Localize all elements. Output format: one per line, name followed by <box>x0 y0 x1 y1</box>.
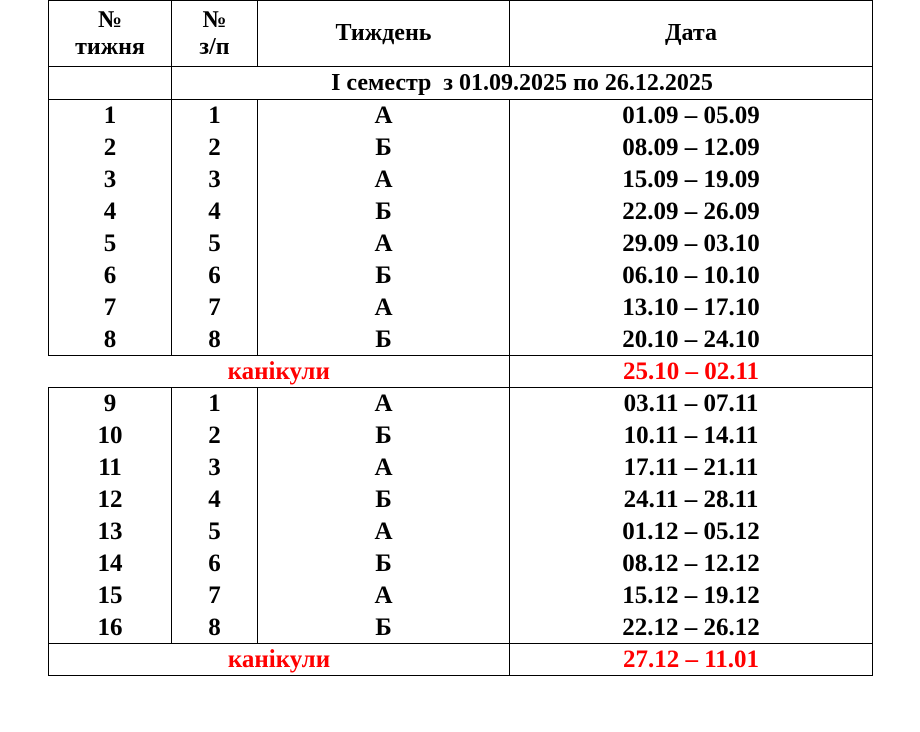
table-row <box>49 452 873 484</box>
seq-number-cell: 6 <box>172 260 258 292</box>
seq-number-cell: 5 <box>172 228 258 260</box>
week-number-cell: 15 <box>49 580 172 612</box>
seq-number-cell: 1 <box>172 100 258 132</box>
date-range-cell: 06.10 – 10.10 <box>510 260 873 292</box>
week-number-cell: 16 <box>49 612 172 644</box>
week-type-cell: Б <box>258 324 510 356</box>
table-row <box>49 292 873 324</box>
table-row <box>49 228 873 260</box>
week-type-cell: Б <box>258 484 510 516</box>
week-number-cell: 1 <box>49 100 172 132</box>
week-type-cell: Б <box>258 612 510 644</box>
week-number-cell: 4 <box>49 196 172 228</box>
table-row <box>49 132 873 164</box>
header-date: Дата <box>510 1 873 67</box>
date-range-cell: 22.09 – 26.09 <box>510 196 873 228</box>
table-row <box>49 548 873 580</box>
week-number-cell: 12 <box>49 484 172 516</box>
header-row <box>49 1 873 67</box>
date-range-cell: 01.09 – 05.09 <box>510 100 873 132</box>
table-row <box>49 100 873 132</box>
week-type-cell: А <box>258 452 510 484</box>
week-number-cell: 11 <box>49 452 172 484</box>
date-range-cell: 03.11 – 07.11 <box>510 388 873 420</box>
date-range-cell: 13.10 – 17.10 <box>510 292 873 324</box>
week-type-cell: Б <box>258 132 510 164</box>
date-range-cell: 01.12 – 05.12 <box>510 516 873 548</box>
week-type-cell: А <box>258 292 510 324</box>
seq-number-cell: 3 <box>172 452 258 484</box>
holiday-label: канікули <box>49 644 510 676</box>
week-number-cell: 5 <box>49 228 172 260</box>
week-number-cell: 3 <box>49 164 172 196</box>
holiday-date: 27.12 – 11.01 <box>510 644 873 676</box>
table-row <box>49 388 873 420</box>
week-type-cell: А <box>258 388 510 420</box>
semester-title: І семестр з 01.09.2025 по 26.12.2025 <box>172 67 873 100</box>
week-number-cell: 14 <box>49 548 172 580</box>
seq-number-cell: 3 <box>172 164 258 196</box>
seq-number-cell: 2 <box>172 132 258 164</box>
seq-number-cell: 6 <box>172 548 258 580</box>
date-range-cell: 15.12 – 19.12 <box>510 580 873 612</box>
table-row <box>49 516 873 548</box>
table-row <box>49 164 873 196</box>
table-row <box>49 612 873 644</box>
week-number-cell: 8 <box>49 324 172 356</box>
seq-number-cell: 7 <box>172 292 258 324</box>
week-type-cell: А <box>258 516 510 548</box>
seq-number-cell: 1 <box>172 388 258 420</box>
week-number-cell: 7 <box>49 292 172 324</box>
seq-number-cell: 4 <box>172 484 258 516</box>
schedule-body <box>49 1 873 676</box>
table-row <box>49 420 873 452</box>
semester-blank-cell <box>49 67 172 100</box>
week-number-cell: 6 <box>49 260 172 292</box>
seq-number-cell: 4 <box>172 196 258 228</box>
holiday-row <box>49 644 873 676</box>
week-type-cell: Б <box>258 548 510 580</box>
holiday-row <box>49 356 873 388</box>
date-range-cell: 17.11 – 21.11 <box>510 452 873 484</box>
holiday-date: 25.10 – 02.11 <box>510 356 873 388</box>
semester-row <box>49 67 873 100</box>
week-number-cell: 10 <box>49 420 172 452</box>
date-range-cell: 15.09 – 19.09 <box>510 164 873 196</box>
date-range-cell: 08.12 – 12.12 <box>510 548 873 580</box>
date-range-cell: 29.09 – 03.10 <box>510 228 873 260</box>
table-row <box>49 196 873 228</box>
week-type-cell: Б <box>258 420 510 452</box>
seq-number-cell: 8 <box>172 612 258 644</box>
holiday-label: канікули <box>49 356 510 388</box>
table-row <box>49 324 873 356</box>
week-type-cell: Б <box>258 260 510 292</box>
week-type-cell: Б <box>258 196 510 228</box>
table-row <box>49 580 873 612</box>
week-type-cell: А <box>258 228 510 260</box>
seq-number-cell: 7 <box>172 580 258 612</box>
date-range-cell: 20.10 – 24.10 <box>510 324 873 356</box>
week-type-cell: А <box>258 164 510 196</box>
semester-schedule-table <box>48 0 873 676</box>
date-range-cell: 22.12 – 26.12 <box>510 612 873 644</box>
header-week-number: № тижня <box>49 1 172 67</box>
week-number-cell: 13 <box>49 516 172 548</box>
header-seq-number: № з/п <box>172 1 258 67</box>
week-number-cell: 2 <box>49 132 172 164</box>
table-row <box>49 260 873 292</box>
week-type-cell: А <box>258 580 510 612</box>
week-type-cell: А <box>258 100 510 132</box>
seq-number-cell: 8 <box>172 324 258 356</box>
header-week: Тиждень <box>258 1 510 67</box>
table-row <box>49 484 873 516</box>
date-range-cell: 24.11 – 28.11 <box>510 484 873 516</box>
week-number-cell: 9 <box>49 388 172 420</box>
seq-number-cell: 2 <box>172 420 258 452</box>
seq-number-cell: 5 <box>172 516 258 548</box>
date-range-cell: 10.11 – 14.11 <box>510 420 873 452</box>
date-range-cell: 08.09 – 12.09 <box>510 132 873 164</box>
